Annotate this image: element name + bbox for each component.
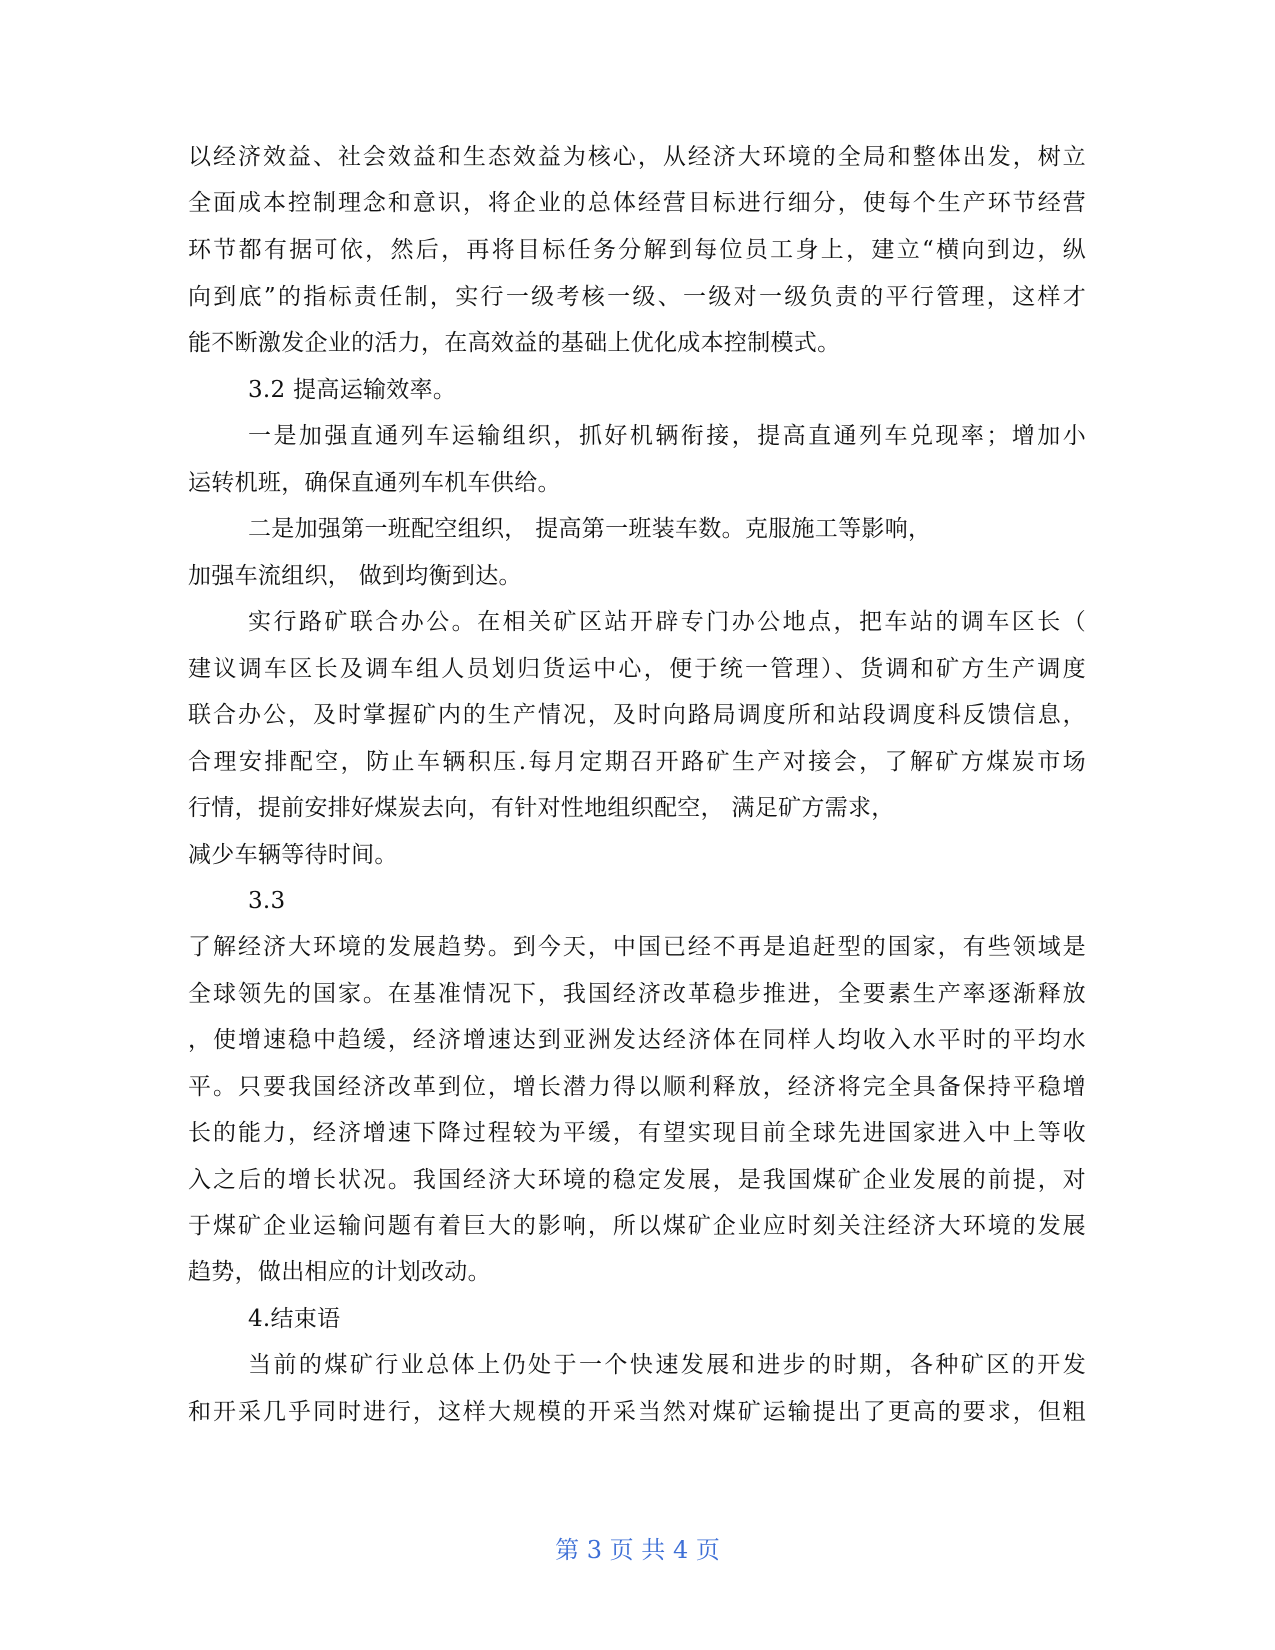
- section-heading: 4.结束语: [248, 1306, 341, 1332]
- body-text-line: 平。只要我国经济改革到位，增长潜力得以顺利释放，经济将完全具备保持平稳增: [188, 1074, 1086, 1100]
- body-text-line: 一是加强直通列车运输组织，抓好机辆衔接，提高直通列车兑现率；增加小: [248, 423, 1086, 449]
- body-text-line: 以经济效益、社会效益和生态效益为核心，从经济大环境的全局和整体出发，树立: [188, 144, 1086, 170]
- body-text-line: 减少车辆等待时间。: [188, 842, 398, 868]
- section-heading: 3.3: [248, 888, 286, 914]
- body-text-line: 加强车流组织， 做到均衡到达。: [188, 563, 522, 589]
- body-text-line: 环节都有据可依，然后，再将目标任务分解到每位员工身上，建立“横向到边，纵: [188, 237, 1086, 263]
- body-text-line: 实行路矿联合办公。在相关矿区站开辟专门办公地点，把车站的调车区长（: [248, 609, 1086, 635]
- body-text-line: 运转机班，确保直通列车机车供给。: [188, 470, 561, 496]
- page-number-footer: 第 3 页 共 4 页: [555, 1536, 720, 1564]
- body-text-line: 向到底”的指标责任制，实行一级考核一级、一级对一级负责的平行管理，这样才: [188, 284, 1086, 310]
- body-text-line: 合理安排配空，防止车辆积压.每月定期召开路矿生产对接会，了解矿方煤炭市场: [188, 749, 1086, 775]
- body-text-line: 建议调车区长及调车组人员划归货运中心，便于统一管理）、货调和矿方生产调度: [188, 656, 1086, 682]
- body-text-line: 长的能力，经济增速下降过程较为平缓，有望实现目前全球先进国家进入中上等收: [188, 1120, 1086, 1146]
- body-text-line: 于煤矿企业运输问题有着巨大的影响，所以煤矿企业应时刻关注经济大环境的发展: [188, 1213, 1086, 1239]
- body-text-line: 能不断激发企业的活力，在高效益的基础上优化成本控制模式。: [188, 330, 841, 356]
- body-text-line: 二是加强第一班配空组织， 提高第一班装车数。克服施工等影响，: [248, 516, 932, 542]
- body-text-line: 联合办公，及时掌握矿内的生产情况，及时向路局调度所和站段调度科反馈信息，: [188, 702, 1086, 728]
- section-heading: 3.2 提高运输效率。: [248, 377, 457, 403]
- body-text-line: 行情，提前安排好煤炭去向，有针对性地组织配空， 满足矿方需求，: [188, 795, 895, 821]
- body-text-line: 趋势，做出相应的计划改动。: [188, 1259, 491, 1285]
- body-text-line: 入之后的增长状况。我国经济大环境的稳定发展，是我国煤矿企业发展的前提，对: [188, 1167, 1086, 1193]
- body-text-line: 全面成本控制理念和意识，将企业的总体经营目标进行细分，使每个生产环节经营: [188, 190, 1086, 216]
- body-text-line: 全球领先的国家。在基准情况下，我国经济改革稳步推进，全要素生产率逐渐释放: [188, 981, 1086, 1007]
- body-text-line: 当前的煤矿行业总体上仍处于一个快速发展和进步的时期，各种矿区的开发: [248, 1352, 1086, 1378]
- body-text-line: 了解经济大环境的发展趋势。到今天，中国已经不再是追赶型的国家，有些领域是: [188, 934, 1086, 960]
- body-text-line: ，使增速稳中趋缓，经济增速达到亚洲发达经济体在同样人均收入水平时的平均水: [188, 1027, 1086, 1053]
- body-text-line: 和开采几乎同时进行，这样大规模的开采当然对煤矿运输提出了更高的要求，但粗: [188, 1399, 1086, 1425]
